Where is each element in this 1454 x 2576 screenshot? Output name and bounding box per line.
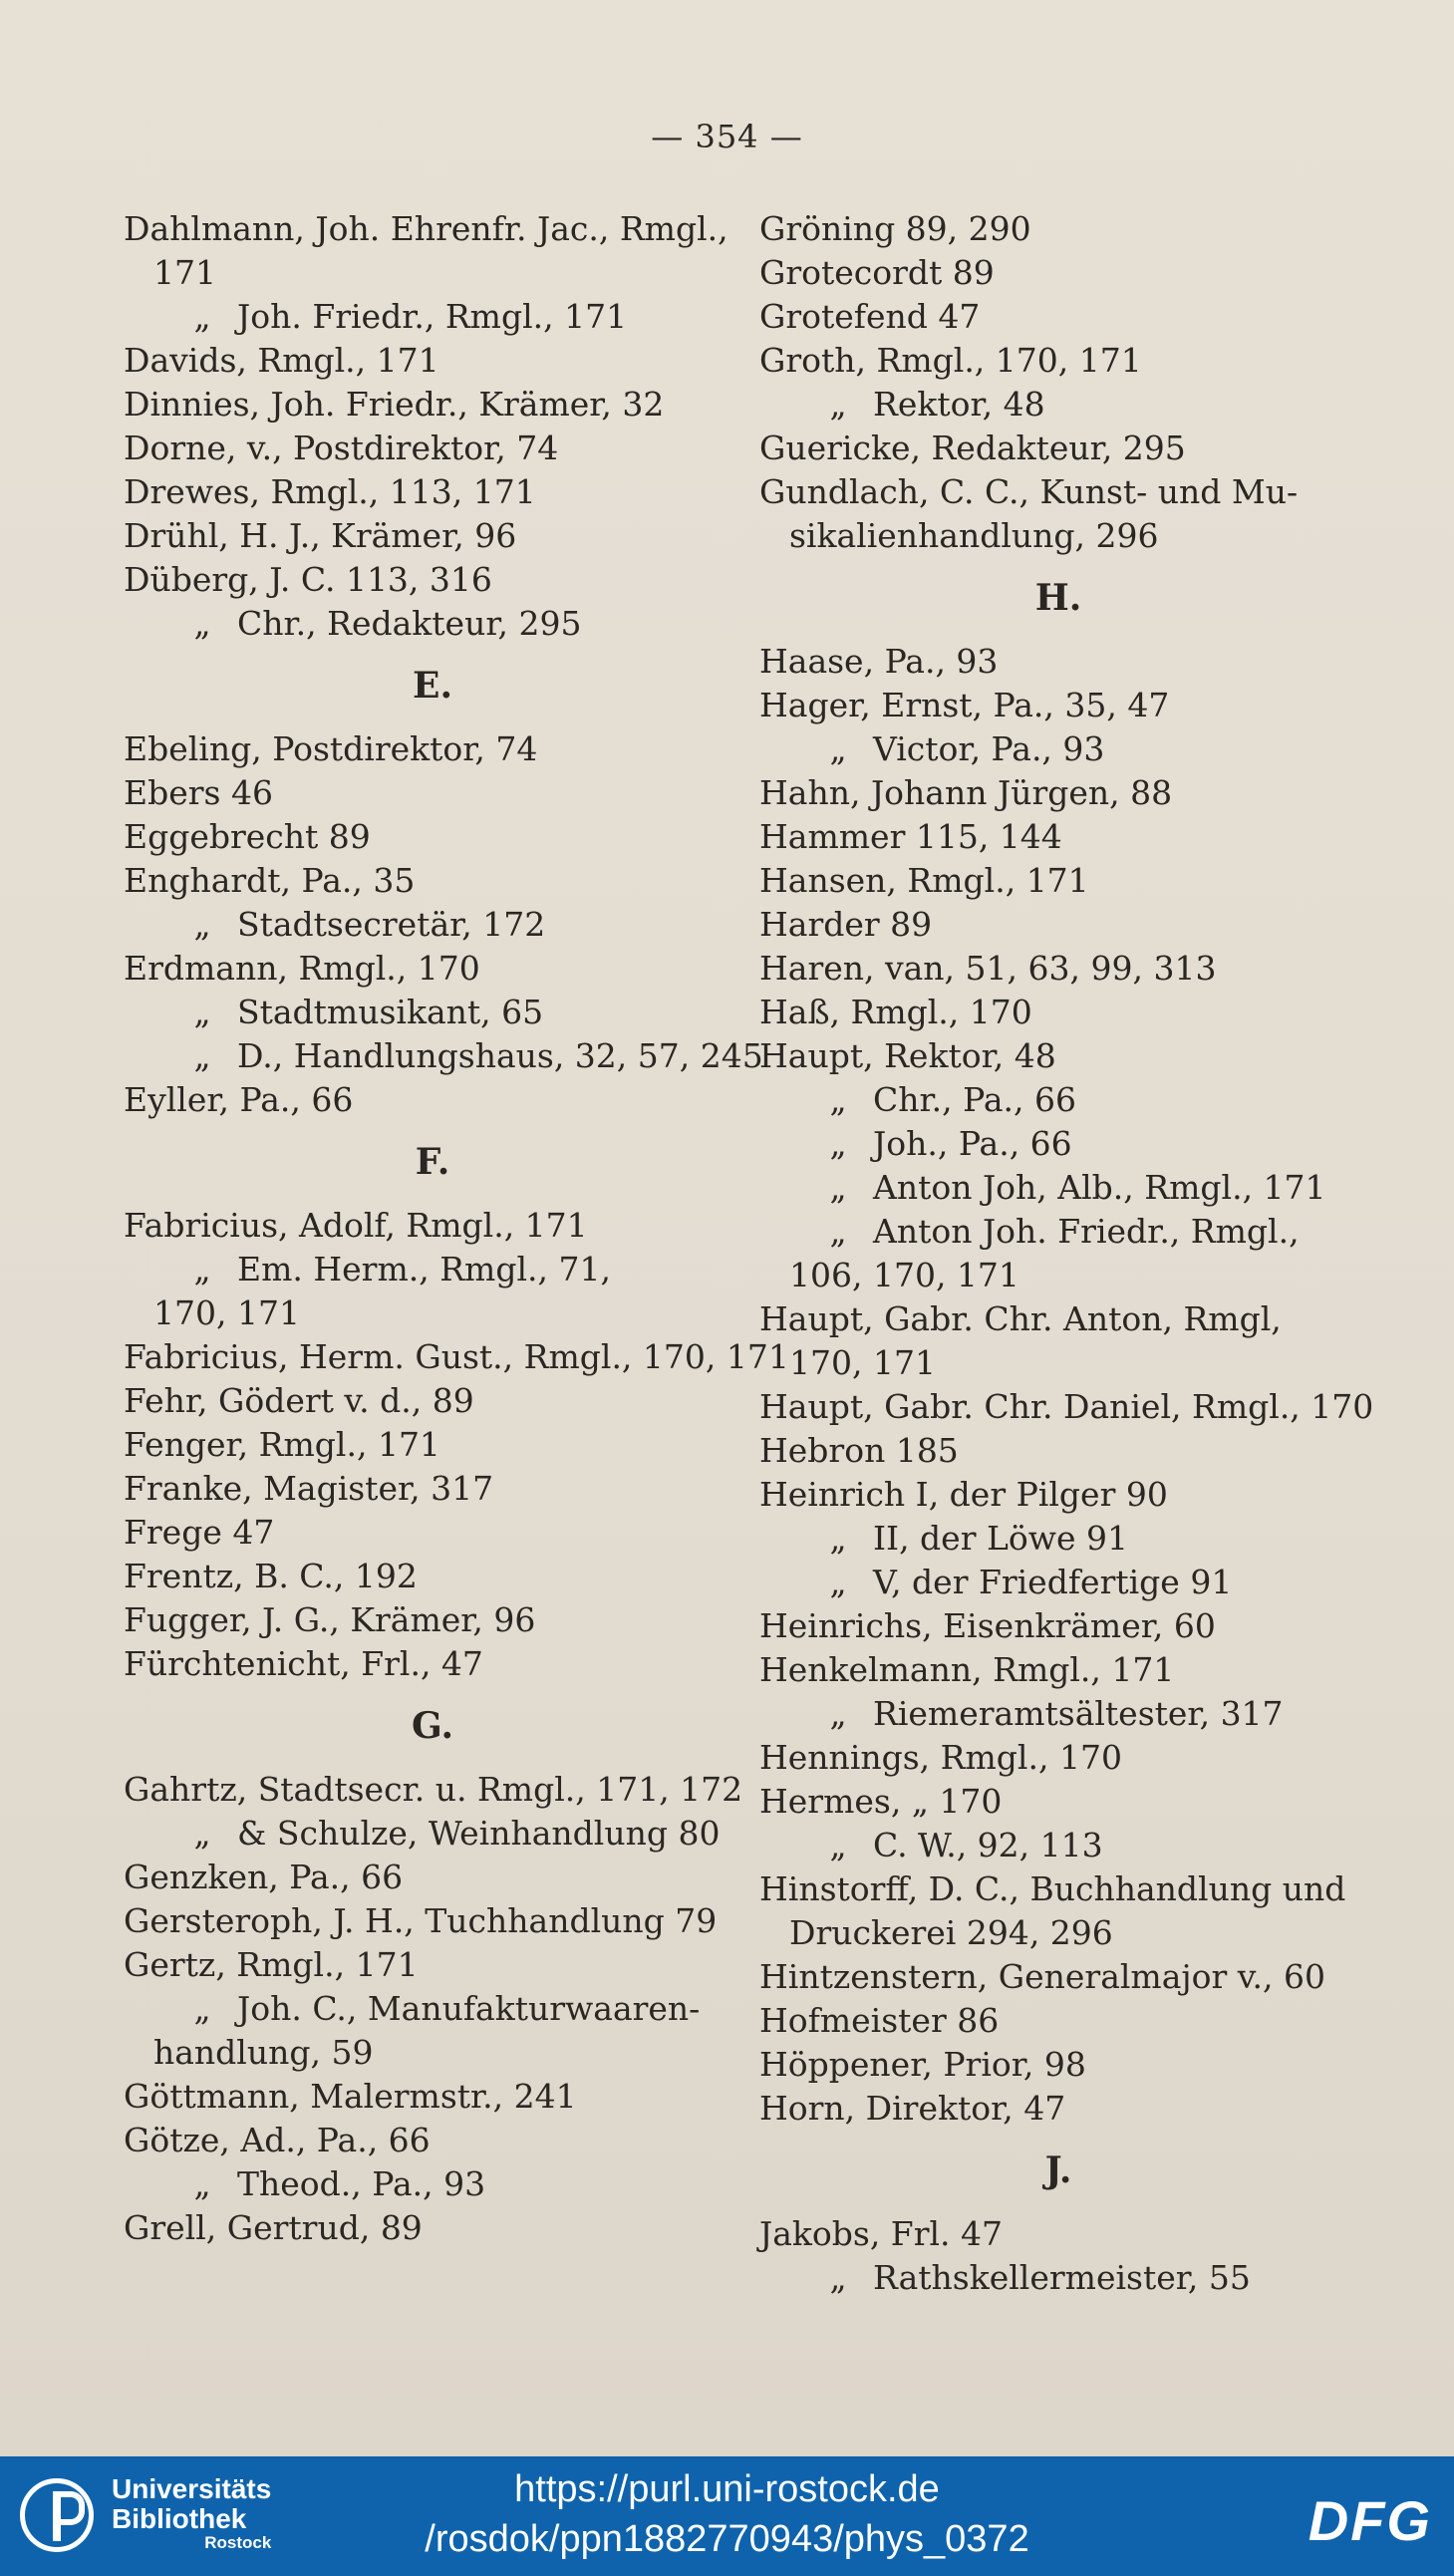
index-entry-text: Rektor, 48 bbox=[873, 385, 1045, 424]
index-entry bbox=[124, 207, 741, 251]
index-entry bbox=[124, 1943, 741, 1987]
index-entry bbox=[759, 1429, 1357, 1473]
index-entry bbox=[759, 1473, 1357, 1517]
index-entry bbox=[759, 1297, 1357, 1341]
index-entry bbox=[124, 1511, 741, 1555]
dfg-logo[interactable]: DFG bbox=[1308, 2489, 1432, 2552]
index-entry-text: V, der Friedfertige 91 bbox=[873, 1563, 1233, 1601]
index-entry-text: Gertz, Rmgl., 171 bbox=[124, 1945, 419, 1984]
index-entry bbox=[124, 558, 741, 602]
index-entry-text: Haupt, Rektor, 48 bbox=[759, 1036, 1056, 1075]
index-entry-text: Fabricius, Adolf, Rmgl., 171 bbox=[124, 1206, 588, 1245]
ditto-mark: „ bbox=[193, 604, 211, 643]
index-entry-text: Drühl, H. J., Krämer, 96 bbox=[124, 516, 517, 555]
index-entry bbox=[759, 251, 1357, 295]
index-entry-text: Heinrichs, Eisenkrämer, 60 bbox=[759, 1606, 1216, 1645]
section-letter: F. bbox=[415, 1141, 450, 1183]
index-entry bbox=[759, 771, 1357, 815]
index-entry-text: Frentz, B. C., 192 bbox=[124, 1557, 418, 1595]
ditto-mark: „ bbox=[193, 1036, 211, 1075]
index-entry-text: Erdmann, Rmgl., 170 bbox=[124, 949, 480, 988]
index-entry-text: C. W., 92, 113 bbox=[873, 1826, 1103, 1864]
index-entry-text: Grotefend 47 bbox=[759, 297, 981, 336]
footer-banner bbox=[0, 2456, 1454, 2576]
index-entry bbox=[759, 1736, 1357, 1780]
ditto-mark: „ bbox=[829, 1168, 847, 1207]
index-entry-text: Heinrich I, der Pilger 90 bbox=[759, 1475, 1168, 1514]
index-entry-text: & Schulze, Weinhandlung 80 bbox=[237, 1814, 721, 1853]
index-entry-text: D., Handlungshaus, 32, 57, 245 bbox=[237, 1036, 763, 1075]
index-entry-text: Rathskellermeister, 55 bbox=[873, 2258, 1251, 2297]
index-entry-text: 170, 171 bbox=[789, 1343, 936, 1382]
index-entry bbox=[759, 207, 1357, 251]
ditto-mark: „ bbox=[829, 729, 847, 768]
index-entry-text: Hansen, Rmgl., 171 bbox=[759, 861, 1089, 900]
index-entry-text: Chr., Redakteur, 295 bbox=[237, 604, 582, 643]
index-entry bbox=[759, 470, 1357, 514]
index-entry-text: Joh. C., Manufakturwaaren- bbox=[237, 1989, 701, 2028]
index-entry-text: Fabricius, Herm. Gust., Rmgl., 170, 171 bbox=[124, 1337, 789, 1376]
index-entry-text: Stadtmusikant, 65 bbox=[237, 993, 544, 1031]
index-entry bbox=[124, 903, 741, 947]
index-entry-text: sikalienhandlung, 296 bbox=[789, 516, 1159, 555]
index-entry-text: Hager, Ernst, Pa., 35, 47 bbox=[759, 686, 1170, 724]
index-entry-text: Joh., Pa., 66 bbox=[873, 1124, 1072, 1163]
index-entry bbox=[759, 1122, 1357, 1166]
index-entry-text: Hennings, Rmgl., 170 bbox=[759, 1738, 1122, 1777]
index-entry bbox=[124, 1555, 741, 1598]
index-entry bbox=[759, 1955, 1357, 1999]
index-entry-text: Fenger, Rmgl., 171 bbox=[124, 1425, 440, 1464]
index-entry bbox=[759, 1999, 1357, 2043]
index-entry-text: Groth, Rmgl., 170, 171 bbox=[759, 341, 1142, 380]
index-entry-text: Haase, Pa., 93 bbox=[759, 642, 999, 681]
ditto-mark: „ bbox=[193, 297, 211, 336]
ditto-mark: „ bbox=[829, 385, 847, 424]
section-letter: E. bbox=[413, 665, 452, 707]
index-entry bbox=[759, 1692, 1357, 1736]
index-entry bbox=[759, 1604, 1357, 1648]
index-entry bbox=[759, 295, 1357, 339]
index-entry-text: Hintzenstern, Generalmajor v., 60 bbox=[759, 1957, 1325, 1996]
index-entry-text: Stadtsecretär, 172 bbox=[237, 905, 546, 944]
index-entry-text: 170, 171 bbox=[153, 1293, 300, 1332]
index-entry bbox=[124, 1812, 741, 1856]
index-entry bbox=[759, 339, 1357, 383]
index-entry-text: Göttmann, Malermstr., 241 bbox=[124, 2077, 577, 2116]
index-entry-text: Davids, Rmgl., 171 bbox=[124, 341, 439, 380]
index-entry bbox=[759, 1385, 1374, 1429]
index-entry-text: Haß, Rmgl., 170 bbox=[759, 993, 1032, 1031]
index-entry-text: Chr., Pa., 66 bbox=[873, 1080, 1076, 1119]
index-entry bbox=[759, 991, 1357, 1034]
index-entry-text: Gahrtz, Stadtsecr. u. Rmgl., 171, 172 bbox=[124, 1770, 743, 1809]
index-entry bbox=[124, 859, 741, 903]
index-entry bbox=[759, 1561, 1357, 1604]
index-entry bbox=[759, 1210, 1357, 1254]
index-entry bbox=[124, 1856, 741, 1899]
index-entry bbox=[124, 1642, 741, 1686]
ditto-mark: „ bbox=[829, 1826, 847, 1864]
index-entry-text: Gersteroph, J. H., Tuchhandlung 79 bbox=[124, 1901, 718, 1940]
index-entry bbox=[124, 251, 741, 295]
index-entry bbox=[124, 1291, 741, 1335]
index-entry-text: Dorne, v., Postdirektor, 74 bbox=[124, 429, 559, 467]
index-entry-text: 171 bbox=[153, 253, 216, 292]
index-entry bbox=[759, 2256, 1357, 2300]
index-entry bbox=[124, 1467, 741, 1511]
index-entry-text: Enghardt, Pa., 35 bbox=[124, 861, 416, 900]
permalink-url-line-1[interactable]: https://purl.uni-rostock.de bbox=[514, 2468, 940, 2510]
index-entry-text: Frege 47 bbox=[124, 1513, 275, 1552]
ditto-mark: „ bbox=[829, 1124, 847, 1163]
index-entry-text: Guericke, Redakteur, 295 bbox=[759, 429, 1186, 467]
index-entry-text: Ebeling, Postdirektor, 74 bbox=[124, 729, 538, 768]
index-entry bbox=[759, 1911, 1357, 1955]
index-entry bbox=[124, 771, 741, 815]
index-entry-text: Eggebrecht 89 bbox=[124, 817, 371, 856]
index-entry bbox=[759, 640, 1357, 684]
index-entry bbox=[124, 1034, 763, 1078]
index-entry bbox=[759, 1824, 1357, 1867]
index-entry bbox=[759, 1780, 1357, 1824]
index-entry-text: Joh. Friedr., Rmgl., 171 bbox=[237, 297, 628, 336]
index-entry bbox=[124, 1379, 741, 1423]
index-entry bbox=[759, 1648, 1357, 1692]
index-entry-text: Em. Herm., Rmgl., 71, bbox=[237, 1250, 611, 1288]
index-entry-text: Hammer 115, 144 bbox=[759, 817, 1062, 856]
index-entry bbox=[124, 1899, 741, 1943]
index-entry bbox=[124, 2075, 741, 2119]
index-entry-text: Gundlach, C. C., Kunst- und Mu- bbox=[759, 472, 1299, 511]
index-entry bbox=[759, 1341, 1357, 1385]
index-entry-text: Haren, van, 51, 63, 99, 313 bbox=[759, 949, 1217, 988]
ditto-mark: „ bbox=[829, 1694, 847, 1733]
index-entry bbox=[759, 514, 1357, 558]
logo-line-2: Bibliothek bbox=[112, 2503, 247, 2534]
index-entry-text: Anton Joh, Alb., Rmgl., 171 bbox=[873, 1168, 1326, 1207]
index-entry bbox=[124, 1768, 741, 1812]
permalink-url-line-2[interactable]: /rosdok/ppn1882770943/phys_0372 bbox=[425, 2518, 1029, 2560]
logo-line-3: Rostock bbox=[204, 2533, 272, 2552]
index-entry-text: Victor, Pa., 93 bbox=[873, 729, 1105, 768]
logo-line-1: Universitäts bbox=[112, 2473, 272, 2504]
index-entry bbox=[759, 684, 1357, 727]
index-entry bbox=[124, 2162, 741, 2206]
ditto-mark: „ bbox=[193, 1250, 211, 1288]
ditto-mark: „ bbox=[193, 2164, 211, 2203]
index-entry bbox=[124, 427, 741, 470]
index-entry bbox=[759, 815, 1357, 859]
index-entry-text: Dinnies, Joh. Friedr., Krämer, 32 bbox=[124, 385, 665, 424]
index-entry bbox=[759, 2212, 1357, 2256]
index-entry bbox=[759, 1078, 1357, 1122]
index-entry bbox=[124, 2206, 741, 2250]
section-letter: G. bbox=[412, 1705, 453, 1747]
ditto-mark: „ bbox=[193, 993, 211, 1031]
index-entry bbox=[124, 1078, 741, 1122]
index-entry-text: Götze, Ad., Pa., 66 bbox=[124, 2121, 431, 2159]
index-entry bbox=[124, 295, 741, 339]
index-entry bbox=[759, 1166, 1357, 1210]
index-entry-text: Dahlmann, Joh. Ehrenfr. Jac., Rmgl., bbox=[124, 209, 728, 248]
index-entry bbox=[759, 859, 1357, 903]
index-entry-text: Jakobs, Frl. 47 bbox=[759, 2214, 1004, 2253]
index-entry bbox=[124, 470, 741, 514]
ditto-mark: „ bbox=[193, 905, 211, 944]
index-entry bbox=[759, 2087, 1357, 2131]
ditto-mark: „ bbox=[829, 2258, 847, 2297]
index-entry bbox=[124, 947, 741, 991]
index-entry bbox=[124, 815, 741, 859]
index-entry bbox=[124, 339, 741, 383]
index-entry-text: 106, 170, 171 bbox=[789, 1256, 1019, 1294]
index-entry bbox=[759, 383, 1357, 427]
index-entry-text: Fehr, Gödert v. d., 89 bbox=[124, 1381, 474, 1420]
index-entry-text: Theod., Pa., 93 bbox=[237, 2164, 486, 2203]
ditto-mark: „ bbox=[829, 1212, 847, 1251]
index-entry-text: Fürchtenicht, Frl., 47 bbox=[124, 1644, 483, 1683]
index-entry-text: Franke, Magister, 317 bbox=[124, 1469, 494, 1508]
index-entry-text: Harder 89 bbox=[759, 905, 933, 944]
index-entry-text: Grell, Gertrud, 89 bbox=[124, 2208, 423, 2247]
right-column bbox=[759, 207, 1374, 2300]
ditto-mark: „ bbox=[829, 1563, 847, 1601]
index-entry-text: Horn, Direktor, 47 bbox=[759, 2089, 1066, 2128]
index-entry-text: Druckerei 294, 296 bbox=[789, 1913, 1113, 1952]
index-entry bbox=[124, 1248, 741, 1291]
index-entry bbox=[759, 727, 1357, 771]
index-entry bbox=[124, 1598, 741, 1642]
index-entry bbox=[124, 1204, 741, 1248]
index-entry bbox=[759, 2043, 1357, 2087]
left-column bbox=[124, 207, 789, 2250]
index-entry bbox=[124, 1987, 741, 2031]
index-entry bbox=[124, 2119, 741, 2162]
index-entry bbox=[759, 1254, 1357, 1297]
index-entry bbox=[759, 427, 1357, 470]
index-entry bbox=[124, 602, 741, 646]
index-entry bbox=[124, 383, 741, 427]
page-number: — 354 — bbox=[651, 118, 803, 155]
index-entry-text: Henkelmann, Rmgl., 171 bbox=[759, 1650, 1175, 1689]
index-entry bbox=[124, 1423, 741, 1467]
index-entry-text: Fugger, J. G., Krämer, 96 bbox=[124, 1600, 536, 1639]
index-entry-text: handlung, 59 bbox=[153, 2033, 374, 2072]
index-entry bbox=[124, 2031, 741, 2075]
index-entry-text: Drewes, Rmgl., 113, 171 bbox=[124, 472, 536, 511]
index-entry bbox=[124, 1335, 789, 1379]
section-letter: H. bbox=[1034, 577, 1082, 619]
index-entry-text: Hofmeister 86 bbox=[759, 2001, 1000, 2040]
index-entry bbox=[759, 947, 1357, 991]
index-entry-text: II, der Löwe 91 bbox=[873, 1519, 1129, 1558]
index-entry-text: Hinstorff, D. C., Buchhandlung und bbox=[759, 1869, 1346, 1908]
index-entry-text: Anton Joh. Friedr., Rmgl., bbox=[873, 1212, 1300, 1251]
index-entry-text: Düberg, J. C. 113, 316 bbox=[124, 560, 492, 599]
index-entry-text: Ebers 46 bbox=[124, 773, 273, 812]
ditto-mark: „ bbox=[193, 1814, 211, 1853]
index-entry bbox=[124, 514, 741, 558]
index-entry-text: Hebron 185 bbox=[759, 1431, 959, 1470]
index-entry-text: Höppener, Prior, 98 bbox=[759, 2045, 1086, 2084]
index-entry bbox=[759, 1867, 1357, 1911]
ditto-mark: „ bbox=[829, 1080, 847, 1119]
index-entry-text: Gröning 89, 290 bbox=[759, 209, 1031, 248]
index-entry bbox=[124, 727, 741, 771]
index-entry bbox=[759, 903, 1357, 947]
index-entry-text: Haupt, Gabr. Chr. Anton, Rmgl, bbox=[759, 1299, 1282, 1338]
index-entry-text: Eyller, Pa., 66 bbox=[124, 1080, 354, 1119]
index-entry-text: Grotecordt 89 bbox=[759, 253, 995, 292]
index-entry bbox=[759, 1517, 1357, 1561]
index-entry bbox=[124, 991, 741, 1034]
index-entry-text: Genzken, Pa., 66 bbox=[124, 1858, 404, 1896]
index-entry-text: Hermes, „ 170 bbox=[759, 1782, 1003, 1821]
ditto-mark: „ bbox=[193, 1989, 211, 2028]
index-entry-text: Hahn, Johann Jürgen, 88 bbox=[759, 773, 1173, 812]
section-letter: J. bbox=[1044, 2149, 1072, 2191]
index-entry bbox=[759, 1034, 1357, 1078]
index-entry-text: Haupt, Gabr. Chr. Daniel, Rmgl., 170 bbox=[759, 1387, 1374, 1426]
index-entry-text: Riemeramtsältester, 317 bbox=[873, 1694, 1284, 1733]
ditto-mark: „ bbox=[829, 1519, 847, 1558]
